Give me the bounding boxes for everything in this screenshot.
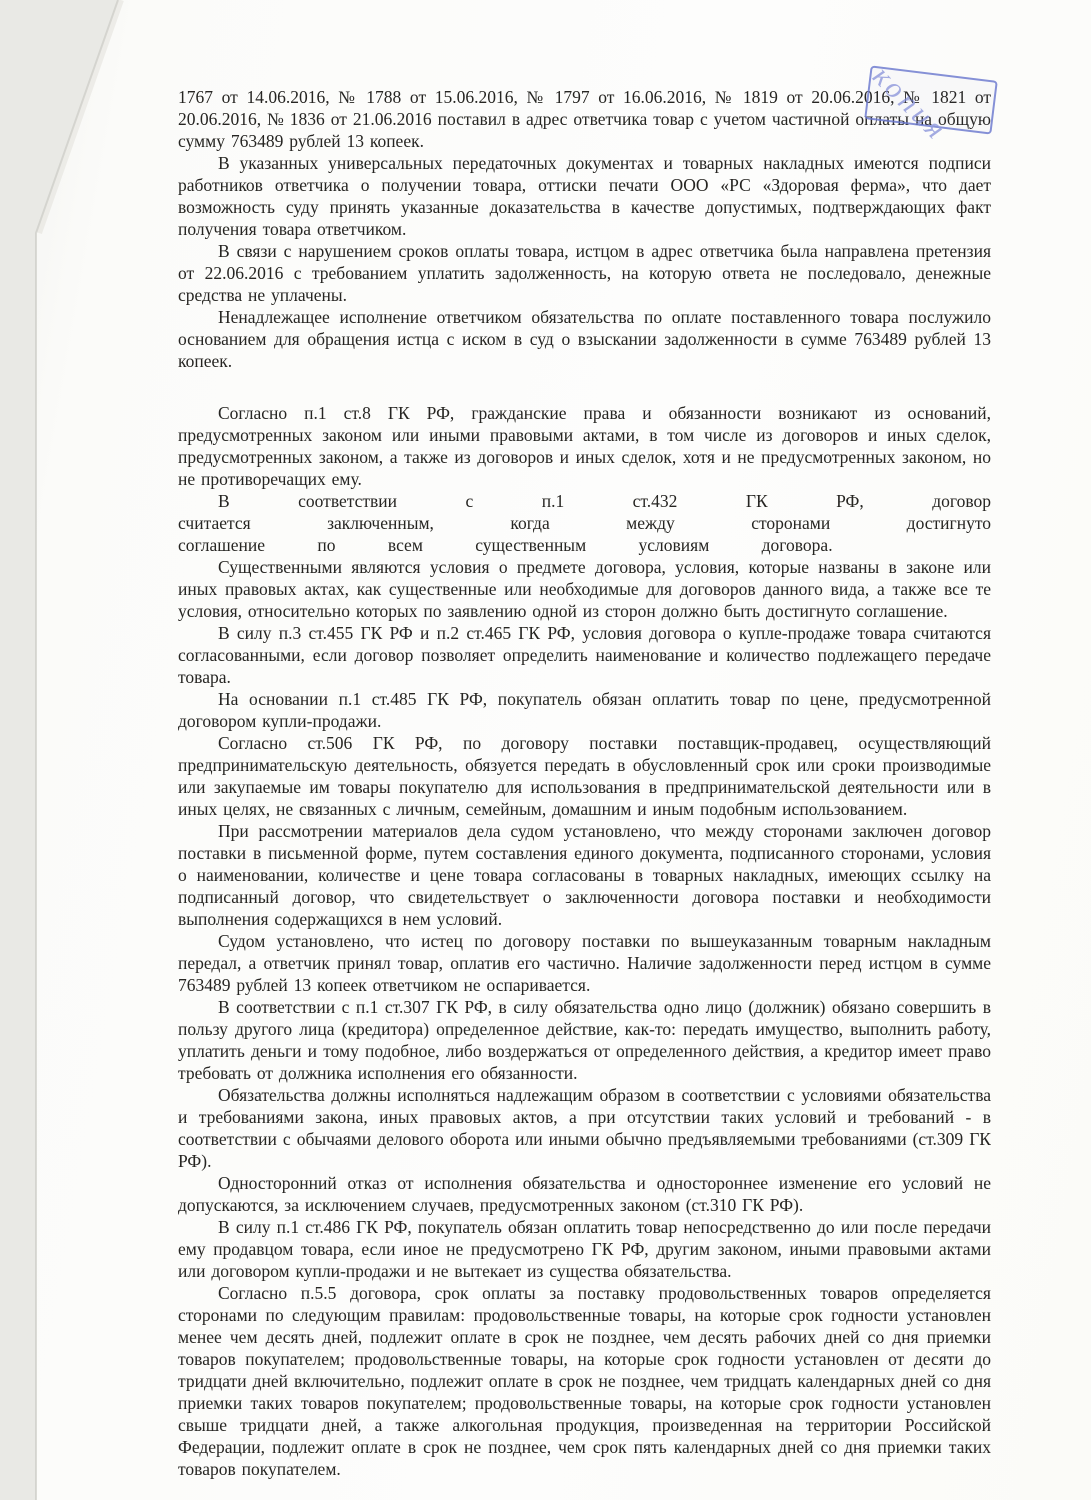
paragraph: В соответствии с п.1 ст.307 ГК РФ, в силу обязательства одно лицо (должник) обязано совершить в пользу другого лица (кредитора) определенное действие, как-то: передать имущество, выполнить работу, уплатить деньги и тому подобное, либо воздержаться от определенного действия, а кредитор имеет право требовать от должника исполнения его обязанности.: [178, 997, 991, 1083]
paragraph: В соответствии с п.1 ст.432 ГК РФ, договор считается заключенным, когда между сторонами достигнуто соглашение по всем существенным условиям договора.: [178, 491, 991, 555]
paragraph: Односторонний отказ от исполнения обязательства и одностороннее изменение его условий не допускаются, за исключением случаев, предусмотренных законом (ст.310 ГК РФ).: [178, 1173, 991, 1215]
paragraph: Судом установлено, что истец по договору поставки по вышеуказанным товарным накладным передал, а ответчик принял товар, оплатив его частично. Наличие задолженности перед истцом в сумме 763489 рублей 13 копеек ответчиком не оспаривается.: [178, 931, 991, 995]
copy-stamp-label: копия: [866, 59, 955, 148]
paragraph: 1767 от 14.06.2016, № 1788 от 15.06.2016, № 1797 от 16.06.2016, № 1819 от 20.06.2016, № 1821 от 20.06.2016, № 1836 от 21.06.2016 поставил в адрес ответчика товар с учетом частичной оплаты на общую сумму 763489 рублей 13 копеек.: [178, 87, 991, 151]
paragraph: На основании п.1 ст.485 ГК РФ, покупатель обязан оплатить товар по цене, предусмотренной договором купли-продажи.: [178, 689, 991, 731]
paragraph: В силу п.1 ст.486 ГК РФ, покупатель обязан оплатить товар непосредственно до или после передачи ему продавцом товара, если иное не предусмотрено ГК РФ, другим законом, иными правовыми актами или договором купли-продажи и не вытекает из существа обязательства.: [178, 1217, 991, 1281]
paragraph: Согласно п.1 ст.8 ГК РФ, гражданские права и обязанности возникают из оснований, предусмотренных законом или иными правовыми актами, в том числе из договоров и иных сделок, предусмотренных законом, а также из договоров и иных сделок, хотя и не предусмотренных законом, но не противоречащих ему.: [178, 403, 991, 489]
paragraph: Согласно ст.506 ГК РФ, по договору поставки поставщик-продавец, осуществляющий предпринимательскую деятельность, обязуется передать в обусловленный срок или сроки производимые или закупаемые им товары покупателю для использования в предпринимательской деятельности или в иных целях, не связанных с личным, семейным, домашним и иным подобным использованием.: [178, 733, 991, 819]
paragraph: Обязательства должны исполняться надлежащим образом в соответствии с условиями обязательства и требованиями закона, иных правовых актов, а при отсутствии таких условий и требований - в соответствии с обычаями делового оборота или иными обычно предъявляемыми требованиями (ст.309 ГК РФ).: [178, 1085, 991, 1171]
paragraph: Согласно п.5.5 договора, срок оплаты за поставку продовольственных товаров определяется сторонами по следующим правилам: продовольственные товары, на которые срок годности установлен менее чем десять дней, подлежит оплате в срок не позднее, чем десять рабочих дней со дня приемки товаров покупателем; продовольственные товары, на которые срок годности установлен от десяти до тридцати дней включительно, подлежит оплате в срок не позднее, чем тридцать календарных дней со дня приемки таких товаров покупателем; продовольственные товары, на которые срок годности установлен свыше тридцати дней, а также алкогольная продукция, произведенная на территории Российской Федерации, подлежит оплате в срок не позднее, чем срок пять календарных дней со дня приемки таких товаров покупателем.: [178, 1283, 991, 1479]
paragraph: Существенными являются условия о предмете договора, условия, которые названы в законе или иных правовых актах, как существенные или необходимые для договоров данного вида, а также все те условия, относительно которых по заявлению одной из сторон должно быть достигнуто соглашение.: [178, 557, 991, 621]
paragraph: В силу п.3 ст.455 ГК РФ и п.2 ст.465 ГК РФ, условия договора о купле-продаже товара считаются согласованными, если договор позволяет определить наименование и количество подлежащего передаче товара.: [178, 623, 991, 687]
paragraph: При рассмотрении материалов дела судом установлено, что между сторонами заключен договор поставки в письменной форме, путем составления единого документа, подписанного сторонами, условия о наименовании, количестве и цене товара согласованы в товарных накладных, имеющих ссылку на подписанный договор, что свидетельствует о заключенности договора поставки и необходимости выполнения содержащихся в нем условий.: [178, 821, 991, 929]
paragraph: В связи с нарушением сроков оплаты товара, истцом в адрес ответчика была направлена претензия от 22.06.2016 с требованием уплатить задолженность, на которую ответа не последовало, денежные средства не уплачены.: [178, 241, 991, 305]
paragraph: Ненадлежащее исполнение ответчиком обязательства по оплате поставленного товара послужило основанием для обращения истца с иском в суд о взыскании задолженности в сумме 763489 рублей 13 копеек.: [178, 307, 991, 371]
paragraph: В указанных универсальных передаточных документах и товарных накладных имеются подписи работников ответчика о получении товара, оттиски печати ООО «РС «Здоровая ферма», что дает возможность суду принять указанные доказательства в качестве допустимых, подтверждающих факт получения товара ответчиком.: [178, 153, 991, 239]
document-text: [178, 86, 991, 1480]
